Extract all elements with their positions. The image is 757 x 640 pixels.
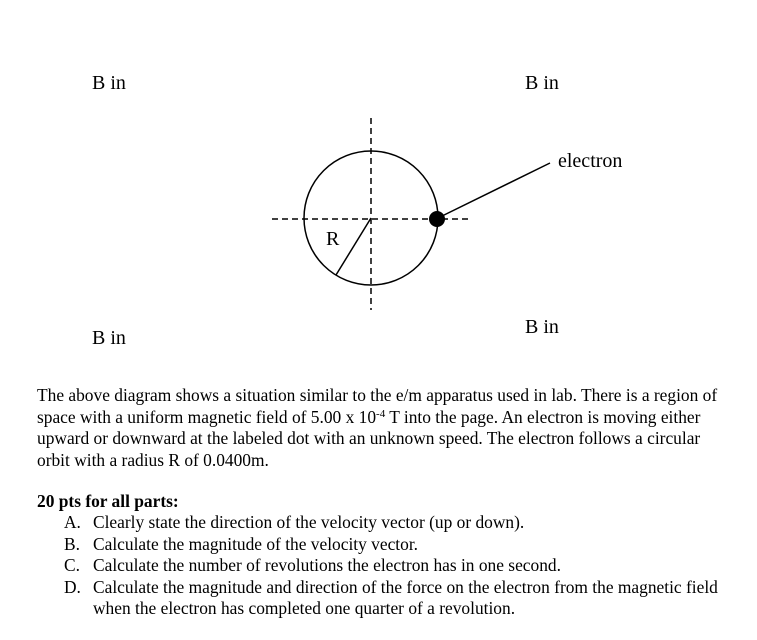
field-label-bottom-left: B in <box>92 327 126 349</box>
electron-pointer-line <box>438 163 550 218</box>
part-letter: A. <box>64 512 81 532</box>
field-label-top-right: B in <box>525 72 559 94</box>
field-exponent: -4 <box>376 407 386 420</box>
part-item-b <box>37 534 737 556</box>
part-text: Calculate the number of revolutions the electron has in one second. <box>93 555 561 575</box>
part-text: Calculate the magnitude and direction of the force on the electron from the magnetic field when the electron has completed one quarter of a revolution. <box>93 576 718 618</box>
part-item-d <box>37 577 737 620</box>
electron-label: electron <box>558 150 623 172</box>
description-text-part2: T into the page. An electron is moving either upward or downward at the labeled dot with an unknown speed. The electron follows a circular orbit with a radius R of 0.0400m. <box>37 406 701 470</box>
parts-heading: 20 pts for all parts: <box>37 491 179 511</box>
parts-list <box>37 512 737 620</box>
part-text: Calculate the magnitude of the velocity vector. <box>93 533 418 554</box>
problem-description <box>37 385 737 471</box>
description-text-part1: The above diagram shows a situation similar to the e/m apparatus used in lab. There is a region of space with a uniform magnetic field of 5.00 x 10 <box>37 385 718 427</box>
radius-line <box>336 218 371 275</box>
part-letter: C. <box>64 555 80 575</box>
radius-label: R <box>326 228 340 250</box>
electron-dot <box>429 211 445 227</box>
field-label-bottom-right: B in <box>525 316 559 338</box>
part-letter: B. <box>64 533 80 554</box>
part-item-c <box>37 555 737 577</box>
part-item-a <box>37 512 737 534</box>
field-label-top-left: B in <box>92 72 126 94</box>
part-letter: D. <box>64 576 81 597</box>
part-text: Clearly state the direction of the velocity vector (up or down). <box>93 512 525 532</box>
